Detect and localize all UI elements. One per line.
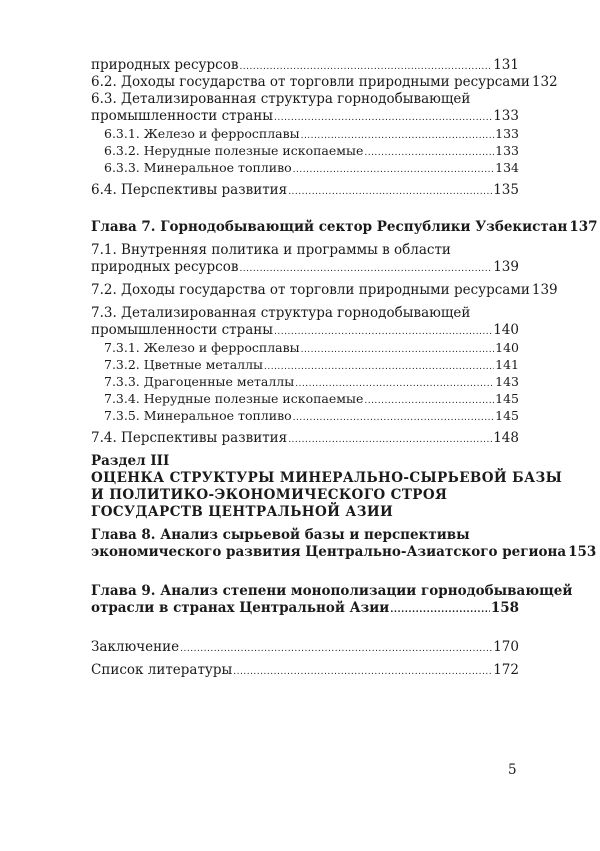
toc-entry-title: 7.3.3. Драгоценные металлы — [104, 374, 295, 389]
toc-entry-7-3-5[interactable] — [91, 407, 519, 424]
toc-leader-dots — [364, 145, 494, 162]
toc-leader-dots — [274, 110, 492, 127]
toc-entry-6-2[interactable] — [91, 74, 558, 91]
toc-entry-page: 143 — [495, 374, 519, 389]
toc-entry-title: 7.4. Перспективы развития — [91, 430, 288, 446]
toc-entry-title: природных ресурсов — [91, 57, 239, 73]
toc-leader-dots — [293, 162, 494, 179]
toc-entry-title: 6.3.2. Нерудные полезные ископаемые — [104, 143, 364, 158]
toc-entry-page: 148 — [493, 430, 519, 446]
toc-entry-page: 170 — [493, 639, 519, 655]
toc-entry-page: 131 — [493, 57, 519, 73]
toc-entry-6-3-3[interactable] — [91, 159, 519, 176]
toc-conclusion[interactable] — [91, 639, 519, 656]
toc-leader-dots — [390, 602, 490, 619]
toc-entry-title: экономического развития Центрально-Азиатского региона — [91, 544, 567, 560]
toc-entry-title: 7.3.4. Нерудные полезные ископаемые — [104, 391, 364, 406]
toc-entry-page: 133 — [493, 108, 519, 124]
toc-entry-page: 135 — [493, 182, 519, 198]
toc-entry-title: 6.3.1. Железо и ферросплавы — [104, 126, 300, 141]
toc-chapter-8-line1: Глава 8. Анализ сырьевой базы и перспективы — [91, 527, 470, 543]
toc-section-3-title-line3: ГОСУДАРСТВ ЦЕНТРАЛЬНОЙ АЗИИ — [91, 504, 394, 520]
toc-leader-dots — [364, 393, 494, 410]
toc-entry-page: 133 — [495, 143, 519, 158]
toc-entry-page: 141 — [495, 357, 519, 372]
toc-entry-7-3-4[interactable] — [91, 390, 519, 407]
toc-leader-dots — [239, 261, 492, 278]
toc-entry-page: 140 — [495, 340, 519, 355]
toc-chapter-9[interactable] — [91, 600, 519, 617]
toc-entry-page: 172 — [493, 662, 519, 678]
toc-references[interactable] — [91, 662, 519, 679]
toc-entry-7-3[interactable] — [91, 322, 519, 339]
toc-leader-dots — [293, 410, 494, 427]
toc-section-3-label: Раздел III — [91, 453, 170, 469]
toc-entry-page: 140 — [493, 322, 519, 338]
toc-entry-6-1-cont[interactable] — [91, 57, 519, 74]
toc-entry-title: 7.3.5. Минеральное топливо — [104, 408, 292, 423]
toc-entry-7-2[interactable] — [91, 282, 558, 299]
toc-entry-6-3-2[interactable] — [91, 142, 519, 159]
toc-entry-6-3[interactable] — [91, 108, 519, 125]
toc-entry-page: 134 — [495, 160, 519, 175]
toc-entry-title: Заключение — [91, 639, 180, 655]
toc-entry-page: 158 — [490, 600, 519, 616]
toc-leader-dots — [301, 342, 495, 359]
toc-entry-6-3-1[interactable] — [91, 125, 519, 142]
toc-entry-page: 133 — [495, 126, 519, 141]
toc-entry-page: 139 — [493, 259, 519, 275]
toc-entry-title: 7.3.2. Цветные металлы — [104, 357, 263, 372]
toc-entry-page: 139 — [531, 282, 558, 298]
toc-entry-title: 7.2. Доходы государства от торговли природными ресурсами — [91, 282, 530, 298]
toc-entry-title: промышленности страны — [91, 108, 274, 124]
toc-entry-7-1-line1: 7.1. Внутренняя политика и программы в области — [91, 242, 451, 258]
toc-entry-7-1[interactable] — [91, 259, 519, 276]
toc-entry-title: 6.3.3. Минеральное топливо — [104, 160, 292, 175]
toc-entry-page: 132 — [531, 74, 558, 90]
toc-entry-page: 153 — [568, 544, 597, 560]
toc-entry-7-4[interactable] — [91, 430, 519, 447]
toc-entry-title: природных ресурсов — [91, 259, 239, 275]
toc-leader-dots — [264, 359, 494, 376]
toc-entry-6-3-line1: 6.3. Детализированная структура горнодобывающей — [91, 91, 471, 107]
toc-section-3-title-line2: И ПОЛИТИКО-ЭКОНОМИЧЕСКОГО СТРОЯ — [91, 487, 448, 503]
toc-leader-dots — [288, 432, 492, 449]
toc-leader-dots — [274, 324, 492, 341]
toc-entry-page: 145 — [495, 391, 519, 406]
toc-leader-dots — [180, 641, 492, 658]
toc-entry-title: 6.2. Доходы государства от торговли природными ресурсами — [91, 74, 530, 90]
toc-entry-7-3-3[interactable] — [91, 373, 519, 390]
toc-entry-page: 137 — [569, 219, 598, 235]
toc-chapter-7[interactable] — [91, 219, 598, 236]
toc-entry-title: Глава 7. Горнодобывающий сектор Республики Узбекистан — [91, 219, 568, 235]
toc-entry-title: 6.4. Перспективы развития — [91, 182, 288, 198]
toc-entry-7-3-line1: 7.3. Детализированная структура горнодобывающей — [91, 305, 471, 321]
toc-leader-dots — [288, 184, 492, 201]
toc-entry-title: отрасли в странах Центральной Азии — [91, 600, 390, 616]
toc-entry-7-3-1[interactable] — [91, 339, 519, 356]
toc-chapter-8[interactable] — [91, 544, 597, 561]
toc-section-3-title-line1: ОЦЕНКА СТРУКТУРЫ МИНЕРАЛЬНО-СЫРЬЕВОЙ БАЗЫ — [91, 470, 563, 486]
toc-entry-7-3-2[interactable] — [91, 356, 519, 373]
toc-entry-title: Список литературы — [91, 662, 233, 678]
toc-entry-title: промышленности страны — [91, 322, 274, 338]
toc-entry-page: 145 — [495, 408, 519, 423]
page-number: 5 — [508, 762, 517, 778]
toc-entry-title: 7.3.1. Железо и ферросплавы — [104, 340, 300, 355]
table-of-contents — [91, 57, 598, 679]
toc-chapter-9-line1: Глава 9. Анализ степени монополизации горнодобывающей — [91, 583, 573, 599]
toc-entry-6-4[interactable] — [91, 182, 519, 199]
toc-leader-dots — [233, 664, 492, 681]
